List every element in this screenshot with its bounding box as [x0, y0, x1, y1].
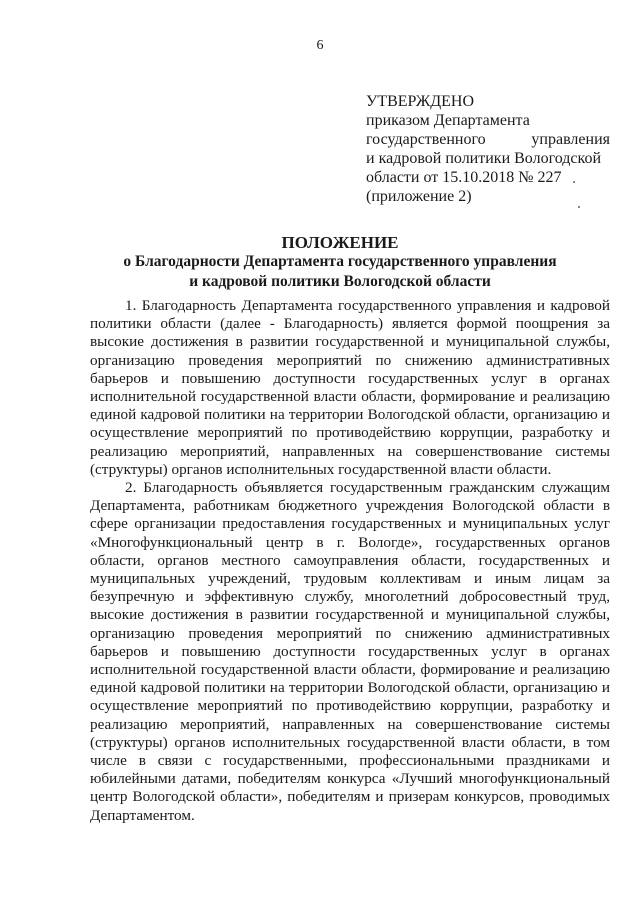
paragraph-1: 1. Благодарность Департамента государственного управления и кадровой политики области (далее - Благодарность) является формой поощрения за высокие достижения в развитии государственной и муниципальной службы, организацию проведения мероприятий по снижению административных барьеров и повышению доступности государственных услуг в органах исполнительной государственной власти области, формирование и реализацию единой кадровой политики на территории Вологодской области, организацию и осуществление мероприятий по противодействию коррупции, разработку и реализацию мероприятий, направленных на совершенствование системы (структуры) органов исполнительных государственной власти области. — [90, 297, 610, 478]
approval-line: (приложение 2) — [366, 188, 472, 205]
approval-title: УТВЕРЖДЕНО — [366, 93, 475, 110]
document-subtitle: и кадровой политики Вологодской области — [189, 272, 491, 290]
document-subtitle: о Благодарности Департамента государственного управления — [123, 253, 557, 270]
approval-stamp-block — [366, 92, 610, 206]
document-body — [90, 297, 610, 825]
approval-line: области от 15.10.2018 № 227 — [366, 169, 562, 186]
scan-speck — [573, 181, 575, 183]
approval-line: государственного управления — [366, 131, 610, 148]
document-heading — [60, 233, 620, 291]
paragraph-2: 2. Благодарность объявляется государственным гражданским служащим Департамента, работникам бюджетного учреждения Вологодской области в сфере организации предоставления государственных и муниципальных услуг «Многофункциональный центр в г. Вологде», государственных органов области, органов местного самоуправления области, государственных и муниципальных учреждений, трудовым коллективам и иным лицам за безупречную и эффективную службу, многолетний добросовестный труд, высокие достижения в развитии государственной и муниципальной службы, организацию проведения мероприятий по снижению административных барьеров и повышению доступности государственных услуг в органах исполнительной государственной власти области, формирование и реализацию единой кадровой политики на территории Вологодской области, организацию и осуществление мероприятий по противодействию коррупции, разработку и реализацию мероприятий, направленных на совершенствование системы (структуры) органов исполнительных государственной власти области, в том числе в связи с государственными, профессиональными праздниками и юбилейными датами, победителям конкурса «Лучший многофункциональный центр Вологодской области», победителям и призерам конкурсов, проводимых Департаментом. — [90, 479, 610, 824]
scan-speck — [578, 206, 580, 208]
page-number: 6 — [316, 38, 324, 53]
approval-line: приказом Департамента — [366, 112, 530, 129]
approval-line: и кадровой политики Вологодской — [366, 150, 602, 167]
document-title: ПОЛОЖЕНИЕ — [281, 233, 399, 252]
